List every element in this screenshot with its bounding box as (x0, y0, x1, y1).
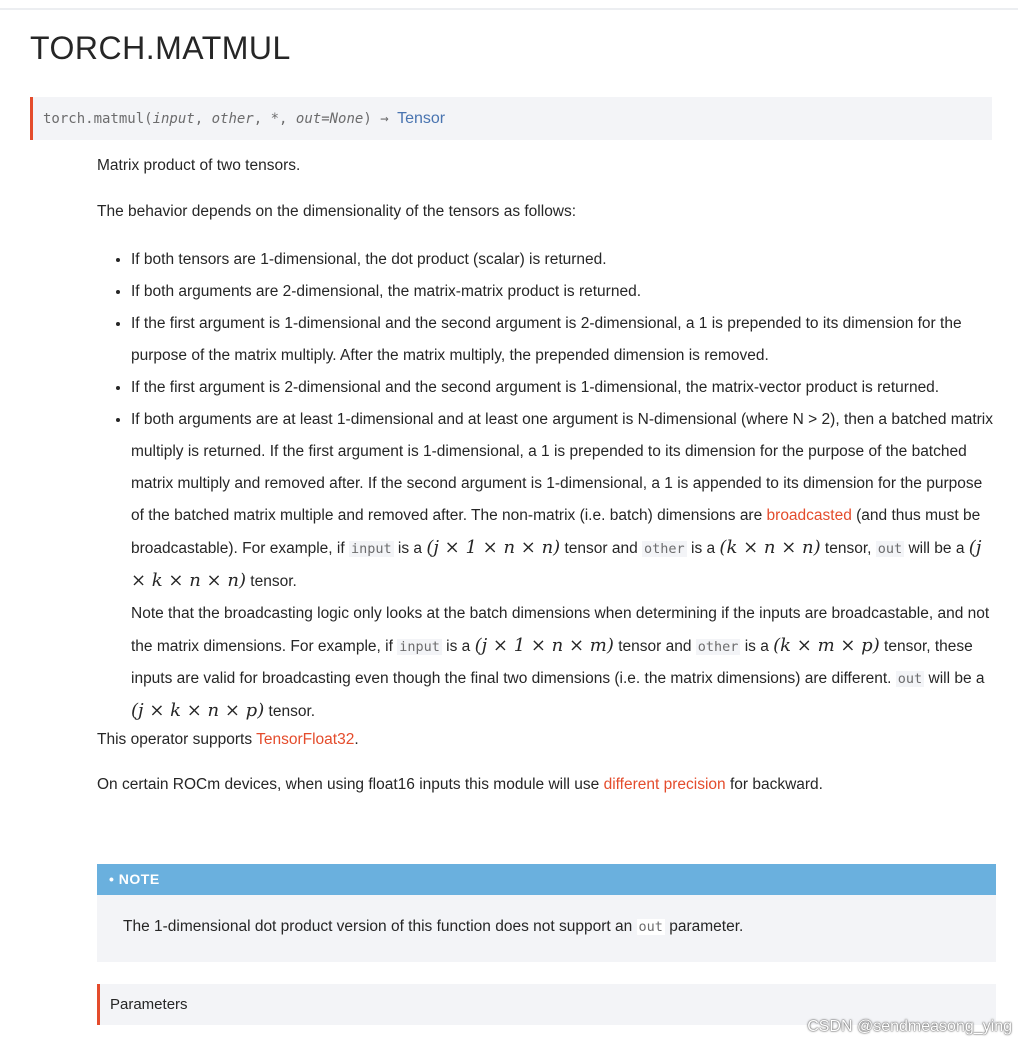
signature-sep: , (279, 111, 296, 127)
rocm-text (97, 769, 997, 801)
behavior-text: The behavior depends on the dimensionality of the tensors as follows: (97, 203, 577, 220)
signature-sep: , (253, 111, 271, 127)
parameters-label: Parameters (110, 996, 188, 1013)
note-body (97, 895, 996, 962)
watermark: CSDN @sendmeasong_ying (807, 1018, 1012, 1035)
math-expression: (k × m × p) (773, 635, 880, 656)
text-segment: for backward. (725, 776, 823, 793)
list-item (131, 276, 997, 308)
signature-name: torch.matmul( (43, 111, 153, 127)
list-item (131, 244, 997, 276)
note-title: NOTE (118, 871, 160, 887)
text-segment: is a (740, 638, 774, 655)
return-type-link[interactable]: Tensor (397, 110, 446, 127)
text-segment: tensor. (245, 573, 297, 590)
inline-code: out (877, 541, 903, 557)
text-segment: If both arguments are 2-dimensional, the matrix-matrix product is returned. (131, 283, 642, 300)
signature-sep: , (194, 111, 212, 127)
note-admonition (97, 864, 996, 962)
text-segment: If both tensors are 1-dimensional, the dot product (scalar) is returned. (131, 251, 607, 268)
signature-close: ) → (363, 111, 398, 127)
doc-link[interactable]: TensorFloat32 (256, 731, 355, 748)
note-header: • NOTE (97, 864, 996, 895)
inline-code: other (644, 541, 685, 557)
inline-code: input (399, 639, 440, 655)
top-divider (0, 8, 1018, 10)
text-segment: (and thus must be broadcastable). For example, if (131, 507, 981, 557)
text-segment: The 1-dimensional dot product version of this function does not support an (123, 918, 637, 935)
text-segment: tensor and (560, 540, 643, 557)
list-item (131, 372, 997, 404)
behavior-list (97, 244, 997, 728)
param-out: out=None (295, 111, 364, 127)
math-expression: (j × 1 × n × m) (474, 635, 614, 656)
text-segment: If both arguments are at least 1-dimensional and at least one argument is N-dimensional (where N > 2), then a batched matrix multiply is returned. If the first argument is 1-dimensional, a 1 is prepended to its dimension for the purpose of the batched matrix multiply and removed after. If the second argument is 1-dimensional, a 1 is appended to its dimension for the purpose of the batched matrix multiple and removed after. The non-matrix (i.e. batch) dimensions are (131, 411, 993, 524)
param-star: * (270, 111, 280, 127)
text-segment: If the first argument is 1-dimensional and the second argument is 2-dimensional, a 1 is prepended to its dimension for the purpose of the matrix multiply. After the matrix multiply, the prepended dimension is removed. (131, 315, 962, 364)
doc-link[interactable]: different precision (603, 776, 726, 793)
math-expression: (j × k × n × n) (131, 537, 982, 591)
text-segment: parameter. (664, 918, 744, 935)
param-other: other (211, 111, 254, 127)
math-expression: (j × 1 × n × n) (426, 537, 561, 558)
param-input: input (152, 111, 195, 127)
text-segment: tensor, these inputs are valid for broadcasting even though the final two dimensions (i.e. the matrix dimensions) are different. (131, 638, 973, 687)
text-segment: . (354, 731, 359, 748)
doc-body (97, 150, 997, 801)
text-segment: is a (393, 540, 427, 557)
math-expression: (j × k × n × p) (131, 700, 265, 721)
text-segment: tensor and (613, 638, 696, 655)
tf32-text (97, 724, 997, 756)
list-item (131, 404, 997, 728)
text-segment: tensor. (264, 703, 316, 720)
text-segment: This operator supports (97, 731, 257, 748)
math-expression: (k × n × n) (719, 537, 821, 558)
inline-code: input (350, 541, 392, 557)
page-title: TORCH.MATMUL (30, 30, 291, 66)
inline-code: out (897, 671, 923, 687)
text-segment: is a (686, 540, 720, 557)
text-segment: If the first argument is 2-dimensional and the second argument is 1-dimensional, the matrix-vector product is returned. (131, 379, 940, 396)
intro-text: Matrix product of two tensors. (97, 157, 301, 174)
text-segment: will be a (924, 670, 985, 687)
text-segment: tensor, (820, 540, 876, 557)
text-segment: On certain ROCm devices, when using float16 inputs this module will use (97, 776, 604, 793)
inline-code: other (697, 639, 739, 655)
list-item (131, 308, 997, 372)
function-signature (30, 97, 992, 140)
inline-code: out (638, 919, 663, 935)
text-segment: will be a (904, 540, 969, 557)
text-segment: is a (441, 638, 475, 655)
doc-link[interactable]: broadcasted (766, 507, 852, 524)
text-segment: Note that the broadcasting logic only looks at the batch dimensions when determining if the inputs are broadcastable, and not the matrix dimensions. For example, if (131, 605, 990, 655)
